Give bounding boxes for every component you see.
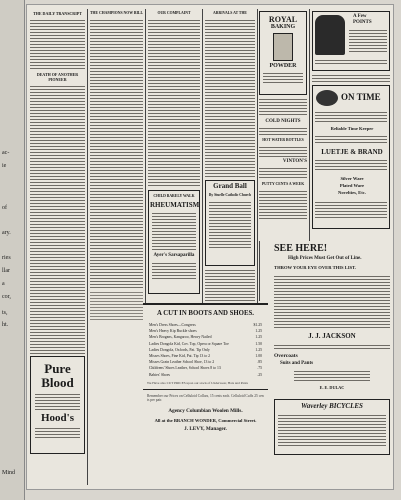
ad-royal: ROYAL [268,15,298,24]
column-2 [90,9,143,485]
ad-ball-sub: By Stuelle Catholic Church [209,193,251,197]
ad-luetje: LUETJE & BRAND [321,148,383,156]
ad-hot: HOT WATER BOTTLES [262,138,304,142]
ad-baking: BAKING [270,24,296,30]
price-item: Men's Heavy Kip Buckle shoes [149,329,197,334]
cat-illustration [315,15,345,55]
article-headline: THE CHAMPIONS NOW BILL [90,11,143,15]
ad-all-at: All at the BRANCH WONDER, Commercial Street. [154,417,257,423]
price-value: 1.25 [255,329,262,334]
ad-hoods: Hood's [40,412,74,424]
ad-on-time: ON TIME [341,92,381,102]
column-rule [145,9,146,305]
boots-shoes-ad [143,303,268,489]
text-block [259,126,307,136]
newspaper-page [26,4,394,490]
price-value: $1.25 [253,323,262,327]
ad-blood: Blood [41,375,74,390]
edge-fragment: ht. [2,322,9,328]
price-value: 1.00 [255,354,262,359]
ad-plated: Plated Ware [339,183,365,188]
ad-high-prices: High Prices Must Get Out of Line. [288,256,362,261]
ad-text [315,134,387,144]
edge-fragment: ts, [2,310,8,316]
ad-few: A Few [353,14,367,19]
ad-text [315,200,387,220]
price-item: Ladies Dongola Kid, Cov. Top, Opera or Square Toe [149,341,229,346]
baking-can-icon [273,33,293,61]
price-value: .25 [257,372,262,377]
price-item: Men's Brogans, Kangaroo, Heavy Nailed [149,335,212,340]
price-value: .85 [257,360,262,365]
luetje-brand-ad [312,85,390,229]
clock-illustration [316,90,338,106]
ad-suits: Suits and Pants [280,361,314,366]
price-row [149,372,262,378]
ad-reliable: Reliable Time Keeper [330,126,374,131]
price-item: Ladies Dongola, Oxfords, Pat. Tip Only [149,347,210,352]
jackson-ad [274,243,390,483]
edge-fragment: ries [2,255,11,261]
article-body [90,18,143,288]
ad-throw: THROW YOUR EYE OVER THIS LIST. [274,265,357,270]
edge-fragment: ac- [2,150,10,156]
ad-rheumatism: RHEUMATISM [150,201,200,209]
column-rule [202,9,203,305]
ad-agency: Agency Columbian Woolen Mills. [168,407,243,414]
column-rule [87,9,88,485]
column-rule [257,9,258,305]
ad-waverley: Waverley BICYCLES [301,402,363,410]
price-item: Misses Grain Leather School Shoe, 13 to 2 [149,360,215,365]
article-headline: OUR COMPLAINT [157,11,191,15]
ad-sarsaparilla: Ayer's Sarsaparilla [153,253,195,258]
text-block [259,145,307,157]
ad-putty: PUTTY CENTS A WEEK [261,182,305,186]
ad-text [152,261,196,281]
ayers-ad [148,190,200,294]
ad-text [315,110,387,124]
edge-fragment: llar [2,268,10,274]
ad-cut-title: A CUT IN BOOTS AND SHOES. [157,310,254,317]
ad-remember: Remember our Prices on Celluloid Collars, 15 cents each. Celluloid Cuffs 25 cents per pair. [147,394,264,403]
price-list [149,322,262,378]
price-value: 1.25 [255,347,262,352]
ad-headline: CHILD BARELY WALK [153,194,195,198]
ad-text [274,343,390,351]
text-block [259,189,307,219]
column-rule [259,241,260,301]
waverley-ad [274,399,390,455]
text-block [205,268,255,304]
price-value: 1.50 [255,341,262,346]
ad-dulac: E. E. DULAC [319,385,345,390]
article-headline: DEATH OF ANOTHER PIONEER [36,72,79,82]
ad-text [152,211,196,251]
ad-vinton: VINTON'S [282,159,307,164]
ad-levy: J. LEVY, Manager. [184,425,227,432]
ad-ball: Grand Ball [213,182,247,190]
price-item: Men's Dress Shoes—Congress [149,323,196,327]
edge-fragment: ary. [2,230,11,236]
ball-ad [205,180,255,266]
article-headline: ARRIVALS AT THE [213,11,247,15]
ad-pure: Pure [44,361,71,376]
price-item: Misses Shoes, Fine Kid, Pat. Tip 13 to 2 [149,354,211,359]
ad-see-here: SEE HERE! [274,243,328,254]
edge-fragment: ie [2,163,7,169]
ad-cold: COLD NIGHTS [265,119,301,124]
ad-text [278,413,386,447]
hoods-ad [30,356,85,454]
ad-text [294,369,370,383]
column-6 [312,9,390,241]
article-body [148,18,200,188]
ad-overcoats: Overcoats [274,353,298,359]
royal-baking-powder-ad [259,11,307,95]
text-block [30,18,85,70]
ad-text [209,200,251,250]
masthead: THE DAILY TRANSCRIPT [33,11,82,16]
edge-fragment: a [2,281,5,287]
edge-fragment: of [2,205,7,211]
adjacent-page-edge [0,0,25,500]
ad-text [349,28,387,52]
text-block [259,166,307,180]
ad-text [274,274,390,330]
ad-text [263,71,303,83]
article-body [205,18,255,178]
ad-points: POINTS [353,20,372,25]
column-rule [309,9,310,241]
ad-novelties: Novelties, Etc. [338,190,366,195]
ad-silverware: Silver Ware [340,176,364,181]
ad-text [35,426,80,440]
column-1 [30,9,85,485]
price-value: .75 [257,366,262,371]
ad-jackson: J. J. JACKSON [308,332,356,340]
ad-text [35,392,80,410]
article-body [30,84,85,354]
text-block [312,73,390,83]
price-item: Childrens' Shoes Leather, School Shoes 8 to 13 [149,366,221,371]
edge-fragment: cor, [2,294,11,300]
ad-text [315,158,387,172]
foleys-ad [312,11,390,71]
text-block [90,290,143,320]
price-item: Babies' Shoes [149,372,171,377]
ad-cut-note: We Have also CUT PRICES upon our stock of Underwear, Hats and Pants [147,380,248,385]
price-value: 1.25 [255,335,262,340]
column-4 [205,9,255,305]
column-5 [259,9,307,241]
ad-powder: POWDER [269,63,297,69]
edge-fragment: Mind [2,470,16,476]
text-block [259,97,307,117]
column-3 [148,9,200,305]
ad-text [315,58,387,65]
